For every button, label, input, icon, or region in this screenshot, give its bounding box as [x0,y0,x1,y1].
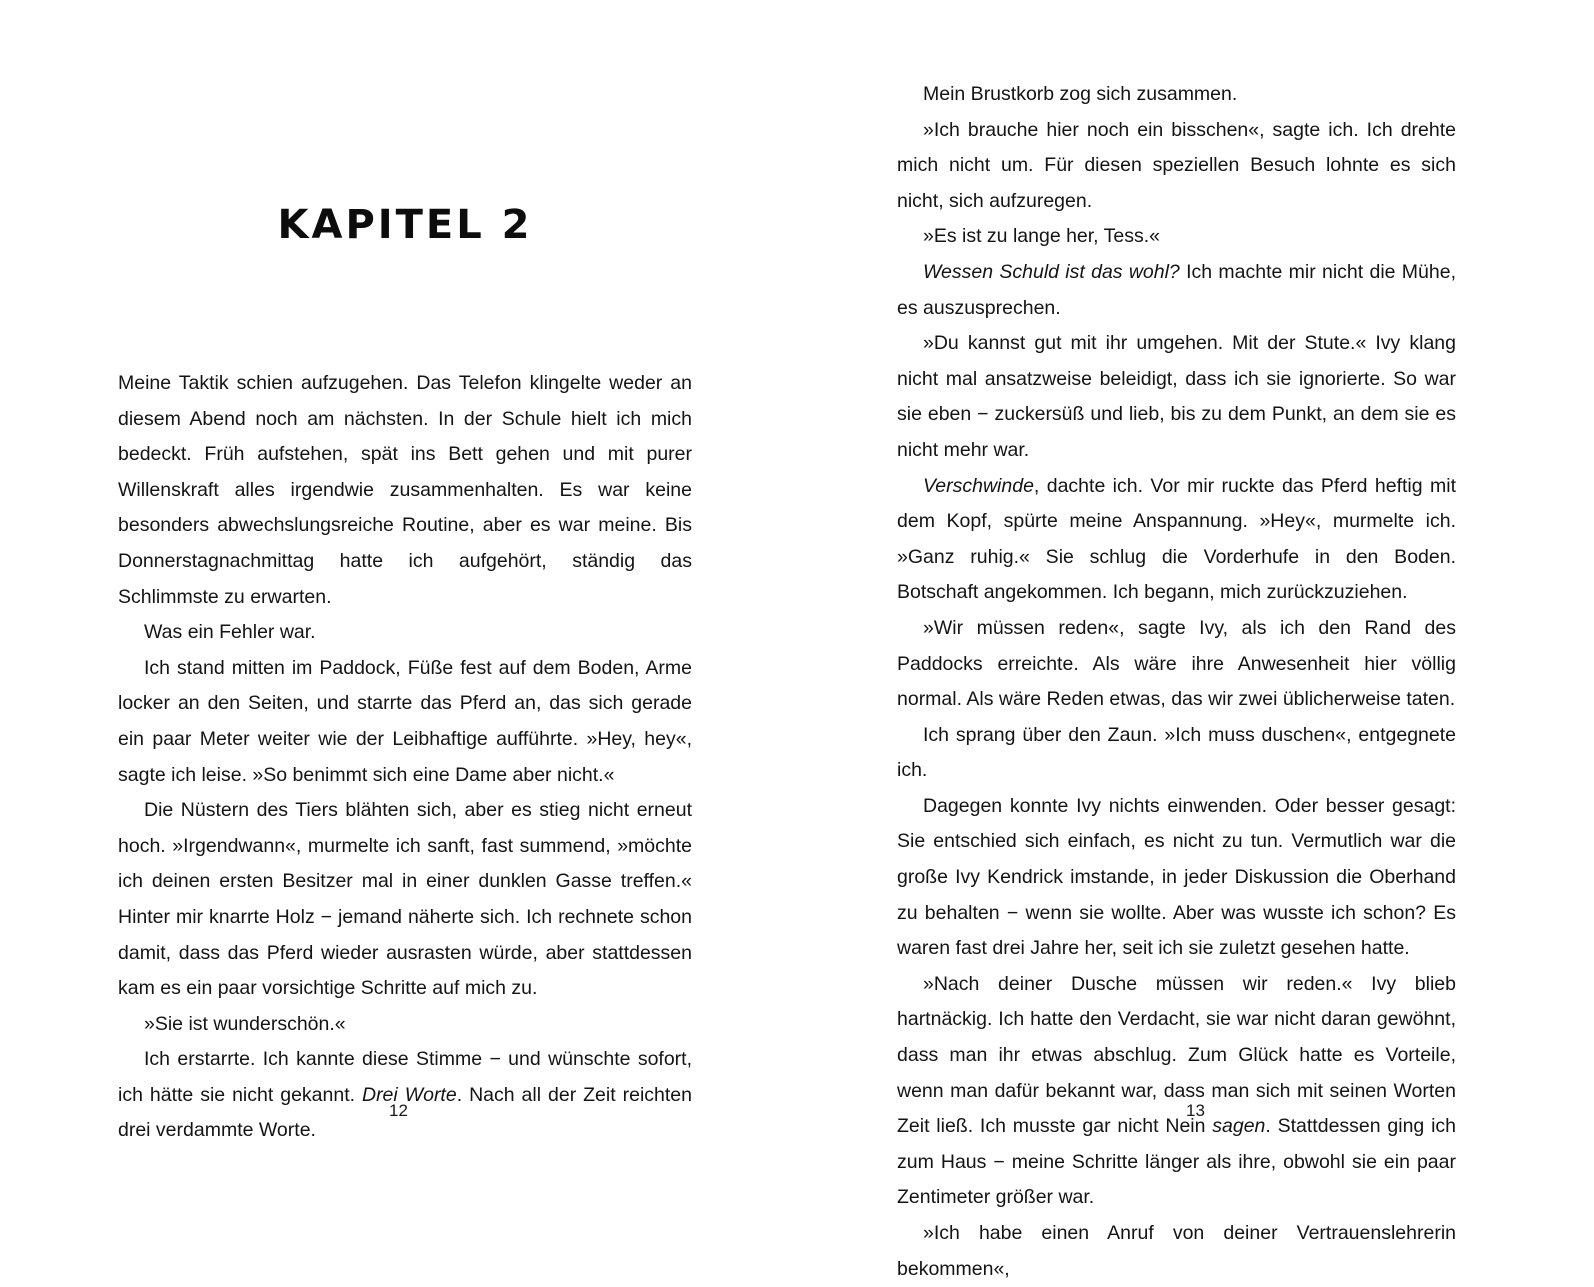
paragraph: »Ich habe einen Anruf von deiner Vertrauenslehrerin bekommen«, [897,1222,1456,1280]
left-page-body [118,366,692,1149]
page-number: 12 [389,1101,408,1120]
page-right [797,0,1594,1280]
paragraph: »Sie ist wunderschön.« [144,1012,346,1035]
paragraph: Was ein Fehler war. [144,621,316,644]
page-number: 13 [1186,1101,1205,1120]
chapter-heading: KAPITEL 2 [277,202,533,248]
paragraph: Ich sprang über den Zaun. »Ich muss duschen«, entgegnete ich. [897,723,1456,782]
paragraph: »Ich brauche hier noch ein bisschen«, sagte ich. Ich drehte mich nicht um. Für diesen speziellen Besuch lohnte es sich nicht, sich aufzuregen. [897,118,1456,212]
paragraph: »Nach deiner Dusche müssen wir reden.« Ivy blieb hartnäckig. Ich hatte den Verdacht, sie war nicht daran gewöhnt, dass man ihr etwas abschlug. Zum Glück hatte es Vorteile, wenn man dafür bekannt war, dass man sich mit seinen Worten Zeit ließ. Ich musste gar nicht Nein sagen. Stattdessen ging ich zum Haus − meine Schritte länger als ihre, obwohl sie ein paar Zentimeter größer war. [897,972,1456,1209]
paragraph: Ich stand mitten im Paddock, Füße fest auf dem Boden, Arme locker an den Seiten, und starrte das Pferd an, das sich gerade ein paar Meter weiter wie der Leibhaftige aufführte. »Hey, hey«, sagte ich leise. »So benimmt sich eine Dame aber nicht.« [118,656,692,786]
paragraph: Wessen Schuld ist das wohl? Ich machte mir nicht die Mühe, es auszusprechen. [897,260,1456,319]
page-left [0,0,797,1217]
paragraph: Mein Brustkorb zog sich zusammen. [923,83,1238,105]
paragraph: Verschwinde, dachte ich. Vor mir ruckte das Pferd heftig mit dem Kopf, spürte meine Anspannung. »Hey«, murmelte ich. »Ganz ruhig.« Sie schlug die Vorderhufe in den Boden. Botschaft angekommen. Ich begann, mich zurückzuziehen. [897,474,1456,604]
paragraph: Meine Taktik schien aufzugehen. Das Telefon klingelte weder an diesem Abend noch am nächsten. In der Schule hielt ich mich bedeckt. Früh aufstehen, spät ins Bett gehen und mit purer Willenskraft alles irgendwie zusammenhalten. Es war keine besonders abwechslungsreiche Routine, aber es war meine. Bis Donnerstagnachmittag hatte ich aufgehört, ständig das Schlimmste zu erwarten. [118,372,692,608]
paragraph: »Es ist zu lange her, Tess.« [923,225,1161,248]
paragraph: »Du kannst gut mit ihr umgehen. Mit der Stute.« Ivy klang nicht mal ansatzweise beleidigt, dass ich sie ignorierte. So war sie eben − zuckersüß und lieb, bis zu dem Punkt, an dem sie es nicht mehr war. [897,332,1456,461]
paragraph: Die Nüstern des Tiers blähten sich, aber es stieg nicht erneut hoch. »Irgendwann«, murmelte ich sanft, fast summend, »möchte ich deinen ersten Besitzer mal in einer dunklen Gasse treffen.« Hinter mir knarrte Holz − jemand näherte sich. Ich rechnete schon damit, dass das Pferd wieder ausrasten würde, aber stattdessen kam es ein paar vorsichtige Schritte auf mich zu. [118,799,692,1000]
paragraph: »Wir müssen reden«, sagte Ivy, als ich den Rand des Paddocks erreichte. Als wäre ihre Anwesenheit hier völlig normal. Als wäre Reden etwas, das wir zwei üblicherweise taten. [897,616,1456,711]
paragraph: Ich erstarrte. Ich kannte diese Stimme − und wünschte sofort, ich hätte sie nicht gekannt. Drei Worte. Nach all der Zeit reichten drei verdammte Worte. [118,1048,692,1142]
paragraph: Dagegen konnte Ivy nichts einwenden. Oder besser gesagt: Sie entschied sich einfach, es nicht zu tun. Vermutlich war die große Ivy Kendrick imstande, in jeder Diskussion die Oberhand zu behalten − wenn sie wollte. Aber was wusste ich schon? Es waren fast drei Jahre her, seit ich sie zuletzt gesehen hatte. [897,794,1456,960]
